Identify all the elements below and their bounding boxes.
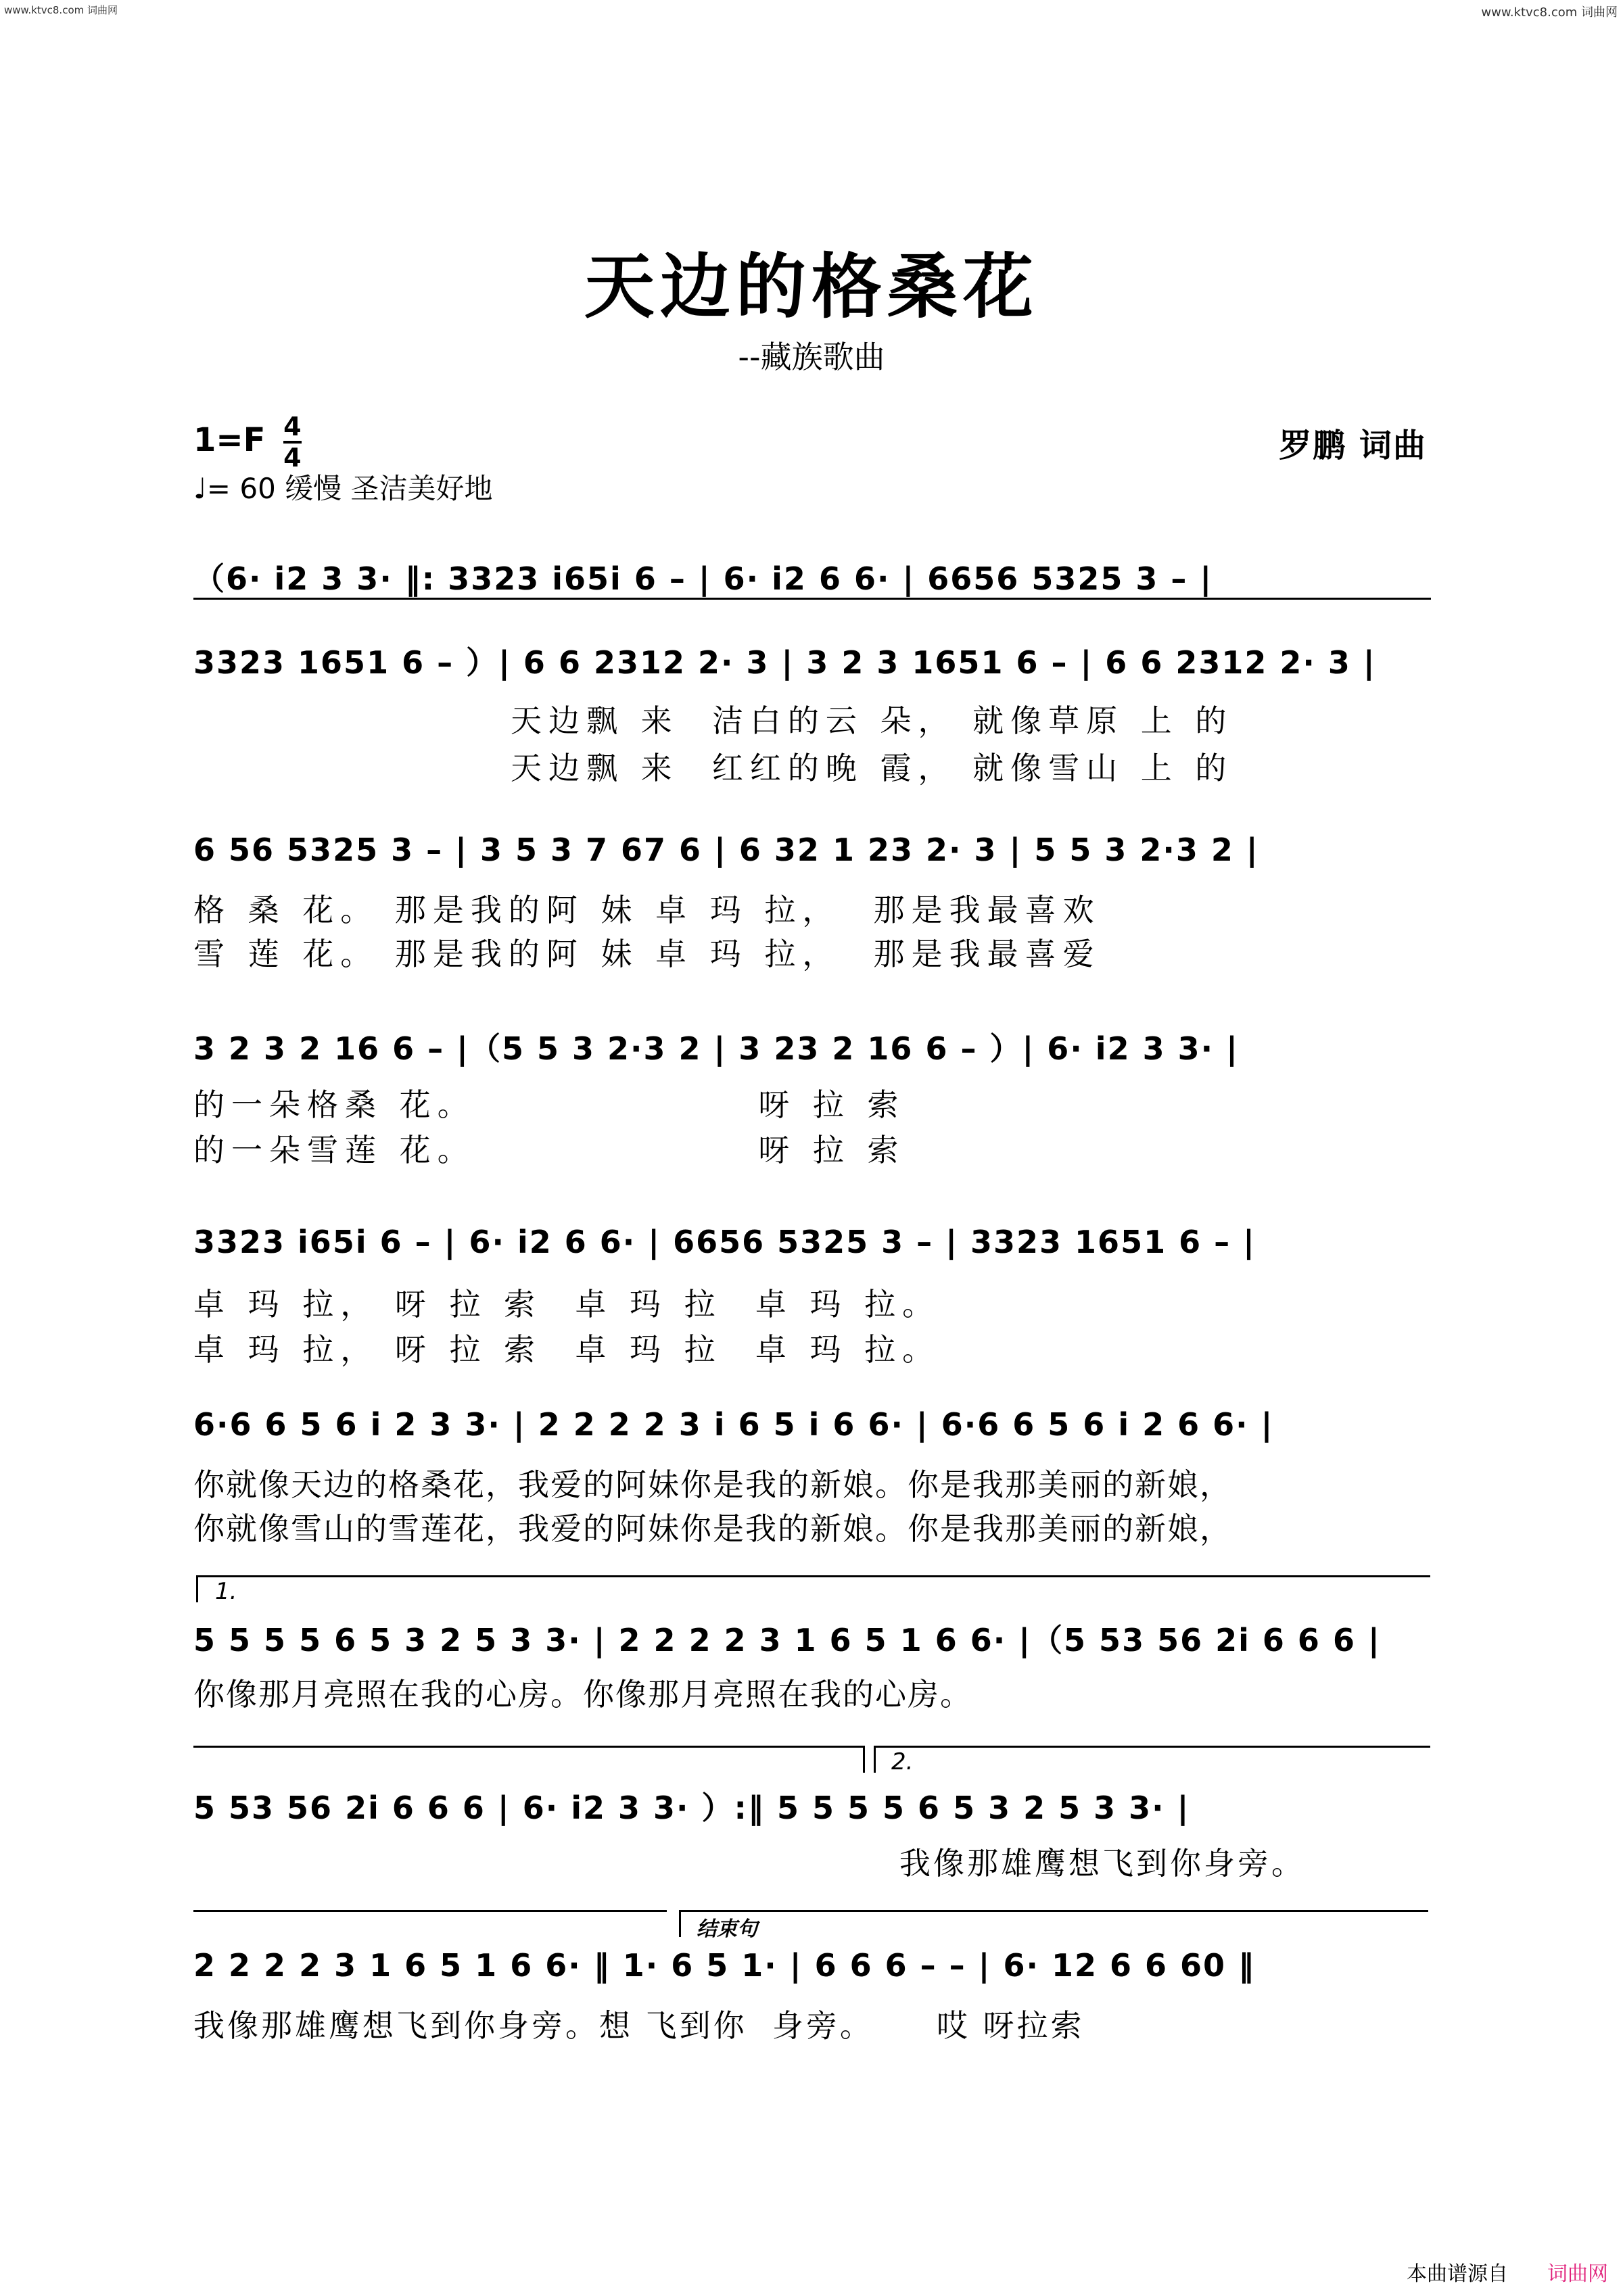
volta-label-2: 2. (891, 1748, 914, 1775)
song-title: 天边的格桑花 (584, 245, 1039, 328)
volta-bracket-2 (874, 1746, 1430, 1748)
lyric-row-5-verse-1: 卓 玛 拉， 呀 拉 索 卓 玛 拉 卓 玛 拉。 (193, 1286, 941, 1322)
volta-bracket-1b-hook (863, 1746, 865, 1773)
score-row-3: 6 56 5325 3 – | 3 5 3 7 67 6 | 6 32 1 23 2· 3 | 5 5 3 2·3 2 | (193, 832, 1259, 868)
volta-bracket-1 (196, 1575, 1430, 1577)
ending-label: 结束句 (697, 1917, 757, 1941)
score-row-2: 3323 1651 6 – ）| 6 6 2312 2· 3 | 3 2 3 1651 6 – | 6 6 2312 2· 3 | (193, 644, 1376, 681)
ending-bracket (679, 1910, 1428, 1912)
footer-source: 本曲谱源自 (1407, 2262, 1508, 2286)
ending-bracket-hook (679, 1910, 681, 1937)
key-signature (193, 414, 302, 471)
time-signature-top: 4 (283, 412, 302, 441)
lyric-row-6-verse-2: 你就像雪山的雪莲花，我爱的阿妹你是我的新娘。你是我那美丽的新娘， (193, 1510, 1232, 1547)
score-row-6: 6·6 6 5 6 i 2 3 3· | 2 2 2 2 3 i 6 5 i 6 6· | 6·6 6 5 6 i 2 6 6· | (193, 1406, 1274, 1443)
lyric-row-6-verse-1: 你就像天边的格桑花，我爱的阿妹你是我的新娘。你是我那美丽的新娘， (193, 1466, 1232, 1503)
corner-watermark-right: www.ktvc8.com 词曲网 (1481, 5, 1618, 20)
lyric-row-9: 我像那雄鹰想飞到你身旁。想 飞到你 身旁。 哎 呀拉索 (193, 2007, 1085, 2044)
lyric-row-3-verse-2: 雪 莲 花。 那是我的阿 妹 卓 玛 拉， 那是我最喜爱 (193, 936, 1101, 972)
score-row-9: 2 2 2 2 3 1 6 5 1 6 6· ‖ 1· 6 5 1· | 6 6 6 – – | 6· 12 6 6 60 ‖ (193, 1947, 1256, 1984)
score-row-7: 5 5 5 5 6 5 3 2 5 3 3· | 2 2 2 2 3 1 6 5 1 6 6· |（5 53 56 2i 6 6 6 | (193, 1622, 1381, 1658)
score-row-4: 3 2 3 2 16 6 – |（5 5 3 2·3 2 | 3 23 2 16 6 – ）| 6· i2 3 3· | (193, 1030, 1239, 1067)
time-signature-bottom: 4 (283, 443, 302, 473)
composer-credit: 罗鹏 词曲 (1279, 427, 1427, 464)
key-label: 1=F (193, 421, 266, 459)
underline-rule (193, 598, 1431, 600)
lyric-row-5-verse-2: 卓 玛 拉， 呀 拉 索 卓 玛 拉 卓 玛 拉。 (193, 1331, 941, 1368)
lyric-row-4-verse-1: 的一朵格桑 花。 呀 拉 索 (193, 1086, 905, 1123)
score-row-1: （6· i2 3 3· ‖: 3323 i65i 6 – | 6· i2 6 6· | 6656 5325 3 – | (193, 560, 1213, 597)
song-subtitle: --藏族歌曲 (738, 339, 885, 375)
lyric-row-3-verse-1: 格 桑 花。 那是我的阿 妹 卓 玛 拉， 那是我最喜欢 (193, 892, 1101, 928)
volta-bracket-1b (193, 1746, 863, 1748)
score-row-5: 3323 i65i 6 – | 6· i2 6 6· | 6656 5325 3 – | 3323 1651 6 – | (193, 1224, 1256, 1260)
volta-bracket-1-hook (196, 1575, 198, 1602)
time-signature (283, 414, 301, 471)
lyric-row-7: 你像那月亮照在我的心房。你像那月亮照在我的心房。 (193, 1676, 972, 1713)
volta-label-1: 1. (215, 1578, 237, 1605)
lyric-row-8: 我像那雄鹰想飞到你身旁。 (899, 1845, 1305, 1882)
volta-bracket-2-hook (874, 1746, 876, 1773)
score-row-8: 5 53 56 2i 6 6 6 | 6· i2 3 3· ）:‖ 5 5 5 5 6 5 3 2 5 3 3· | (193, 1790, 1190, 1826)
corner-watermark-left: www.ktvc8.com 词曲网 (4, 4, 118, 16)
volta-bracket-2b (193, 1910, 667, 1912)
lyric-row-2-verse-1: 天边飘 来 洁白的云 朵， 就像草原 上 的 (511, 702, 1233, 739)
lyric-row-4-verse-2: 的一朵雪莲 花。 呀 拉 索 (193, 1132, 905, 1168)
tempo-marking: ♩= 60 缓慢 圣洁美好地 (193, 472, 493, 505)
lyric-row-2-verse-2: 天边飘 来 红红的晚 霞， 就像雪山 上 的 (511, 750, 1233, 786)
footer-site-link[interactable]: 词曲网 (1547, 2262, 1608, 2286)
